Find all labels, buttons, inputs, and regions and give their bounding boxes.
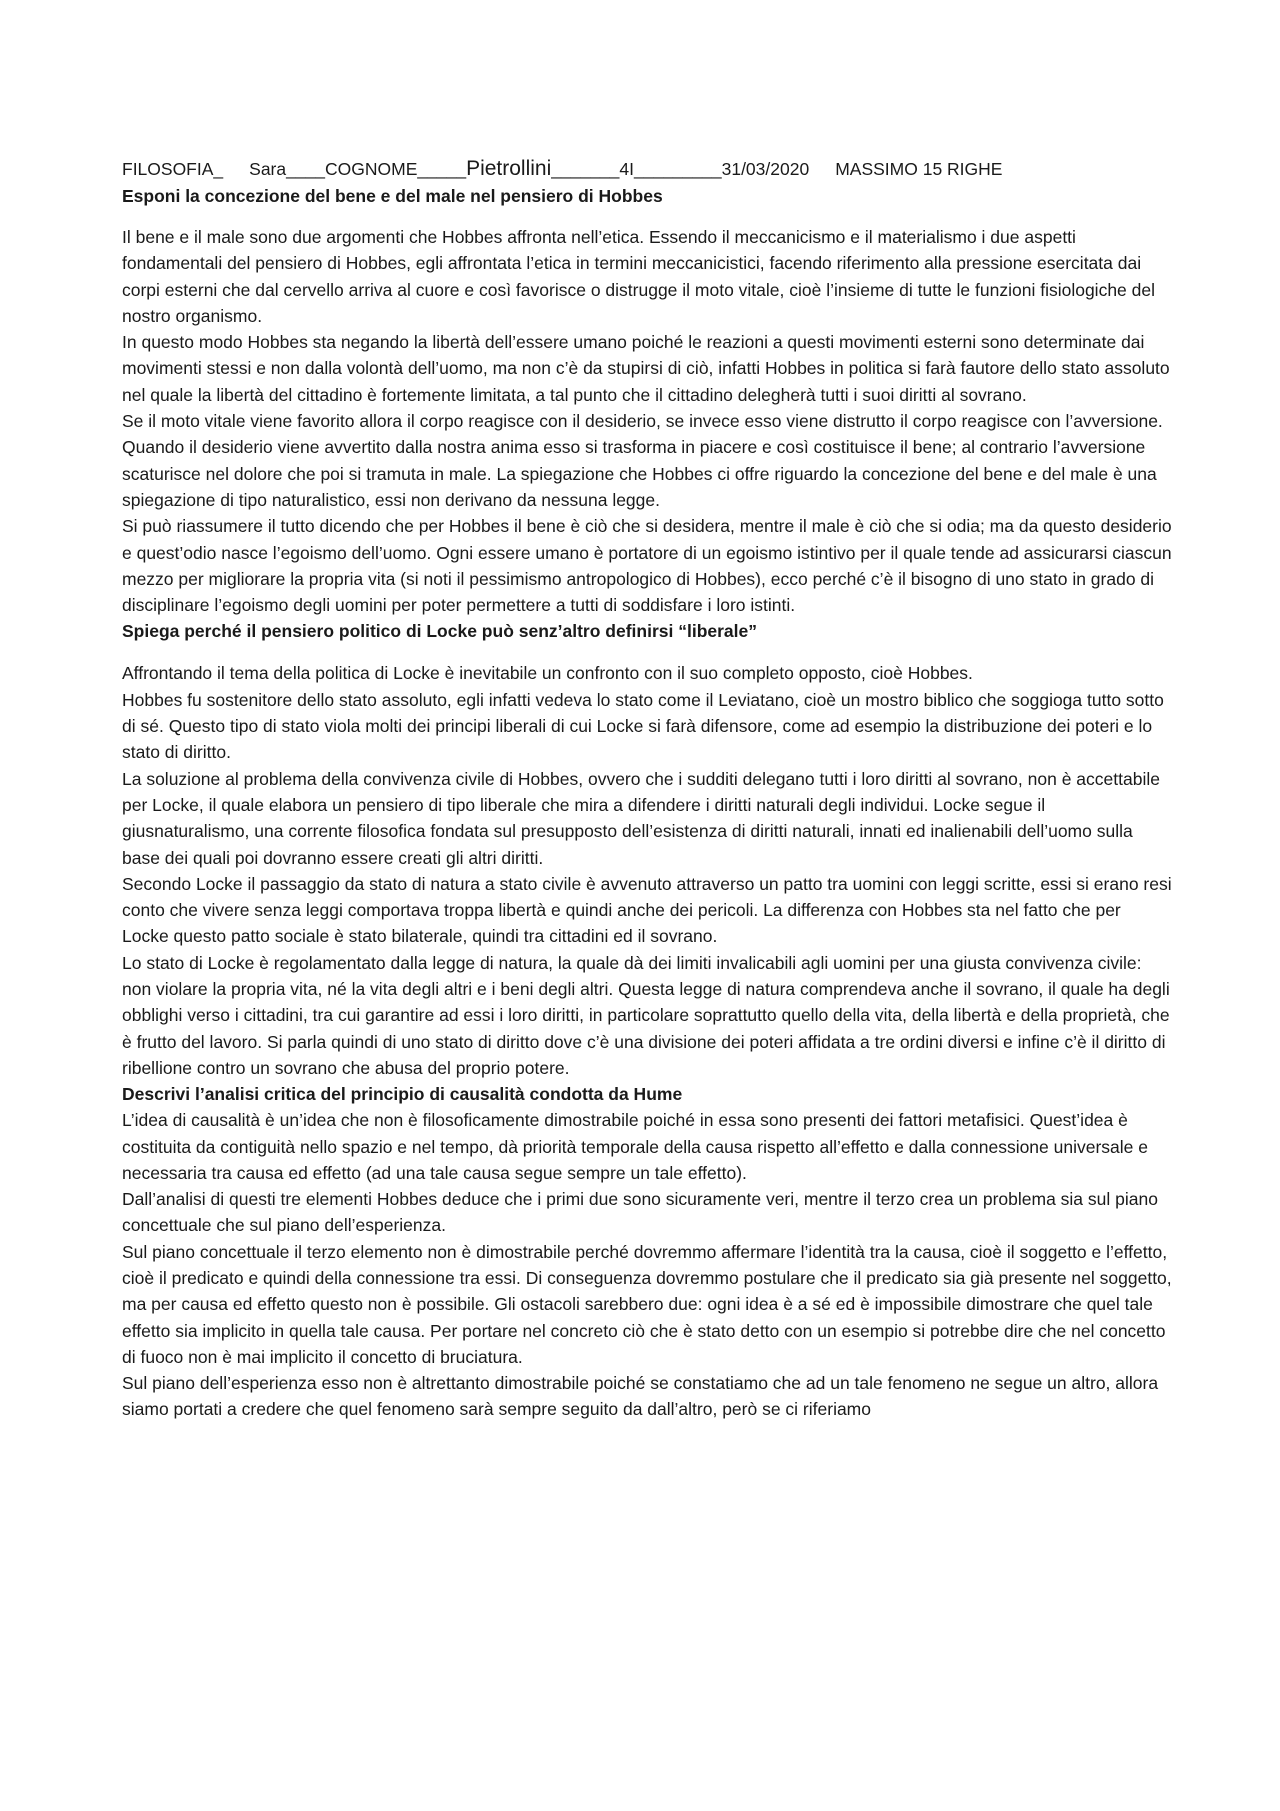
header-surname-label: COGNOME_____ — [325, 159, 467, 179]
answer-1-paragraph: Si può riassumere il tutto dicendo che per Hobbes il bene è ciò che si desidera, mentre il male è ciò che si odia; ma da questo desiderio e quest’odio nasce l’egoismo dell’uomo. Ogni essere umano è portatore di un egoismo istintivo per il quale tende ad assicurarsi ciascun mezzo per migliorare la propria vita (si noti il pessimismo antropologico di Hobbes), ecco perché c’è il bisogno di uno stato in grado di disciplinare l’egoismo degli uomini per poter permettere a tutti di soddisfare i loro istinti. — [122, 516, 1172, 616]
document-page — [122, 155, 1172, 1423]
answer-3-paragraph: L’idea di causalità è un’idea che non è filosoficamente dimostrabile poiché in essa sono presenti dei fattori metafisici. Quest’idea è costituita da contiguità nello spazio e nel tempo, dà priorità temporale della causa rispetto all’effetto e dalla connessione universale e necessaria tra causa ed effetto (ad una tale causa segue sempre un tale effetto). — [122, 1110, 1148, 1183]
answer-2-paragraph: Secondo Locke il passaggio da stato di natura a stato civile è avvenuto attraverso un patto tra uomini con leggi scritte, essi si erano resi conto che vivere senza leggi comportava troppa libertà e quindi anche dei pericoli. La differenza con Hobbes sta nel fatto che per Locke questo patto sociale è stato bilaterale, quindi tra cittadini ed il sovrano. — [122, 873, 1172, 947]
answer-1 — [122, 224, 1172, 618]
header-limit: MASSIMO 15 RIGHE — [835, 159, 1003, 179]
answer-1-paragraph: Se il moto vitale viene favorito allora il corpo reagisce con il desiderio, se invece esso viene distrutto il corpo reagisce con l’avversione. Quando il desiderio viene avvertito dalla nostra anima esso si trasforma in piacere e così costituisce il bene; al contrario l’avversione scaturisce nel dolore che poi si tramuta in male. La spiegazione che Hobbes ci offre riguardo la concezione del bene e del male è una spiegazione di tipo naturalistico, essi non derivano da nessuna legge. — [122, 411, 1163, 510]
header-class: _______4I_________ — [551, 159, 722, 179]
answer-3-paragraph: Sul piano concettuale il terzo elemento non è dimostrabile perché dovremmo affermare l’identità tra la causa, cioè il soggetto e l’effetto, cioè il predicato e quindi della connessione tra essi. Di conseguenza dovremmo postulare che il predicato sia già presente nel soggetto, ma per causa ed effetto questo non è possibile. Gli ostacoli sarebbero due: ogni idea è a sé ed è impossibile dimostrare che quel tale effetto sia implicito in quella tale causa. Per portare nel concreto ciò che è stato detto con un esempio si potrebbe dire che nel concetto di fuoco non è mai implicito il concetto di bruciatura. — [122, 1241, 1172, 1367]
answer-3-paragraph: Dall’analisi di questi tre elementi Hobbes deduce che i primi due sono sicuramente veri, mentre il terzo crea un problema sia sul piano concettuale che sul piano dell’esperienza. — [122, 1189, 1158, 1236]
answer-3-paragraph: Sul piano dell’esperienza esso non è altrettanto dimostrabile poiché se constatiamo che ad un tale fenomeno ne segue un altro, allora siamo portati a credere che quel fenomeno sarà sempre seguito da dall’altro, però se ci riferiamo — [122, 1373, 1159, 1420]
question-3: Descrivi l’analisi critica del principio di causalità condotta da Hume — [122, 1084, 683, 1105]
header-surname: Pietrollini — [466, 157, 552, 180]
answer-2-paragraph: Hobbes fu sostenitore dello stato assoluto, egli infatti vedeva lo stato come il Leviatano, cioè un mostro biblico che soggioga tutto sotto di sé. Questo tipo di stato viola molti dei principi liberali di cui Locke si farà difensore, come ad esempio la distribuzione dei poteri e lo stato di diritto. — [122, 689, 1164, 763]
header-name: Sara____ — [249, 159, 326, 179]
answer-3 — [122, 1107, 1172, 1423]
answer-2 — [122, 660, 1172, 1081]
answer-2-paragraph: Lo stato di Locke è regolamentato dalla legge di natura, la quale dà dei limiti invalicabili agli uomini per una giusta convivenza civile: non violare la propria vita, né la vita degli altri e i beni degli altri. Questa legge di natura comprendeva anche il sovrano, il quale ha degli obblighi verso i cittadini, tra cui garantire ad essi i loro diritti, in particolare soprattutto quello della vita, della libertà e della proprietà, che è frutto del lavoro. Si parla quindi di uno stato di diritto dove c’è una divisione dei poteri affidata a tre ordini diversi e infine c’è il diritto di ribellione contro un sovrano che abusa del proprio potere. — [122, 952, 1170, 1078]
answer-1-paragraph: Il bene e il male sono due argomenti che Hobbes affronta nell’etica. Essendo il meccanicismo e il materialismo i due aspetti fondamentali del pensiero di Hobbes, egli affrontata l’etica in termini meccanicistici, facendo riferimento alla pressione esercitata dai corpi esterni che dal cervello arriva al cuore e così favorisce o distrugge il moto vitale, cioè l’insieme di tutte le funzioni fisiologiche del nostro organismo. — [122, 227, 1156, 326]
answer-2-paragraph: Affrontando il tema della politica di Locke è inevitabile un confronto con il suo completo opposto, cioè Hobbes. — [122, 663, 973, 684]
header-line — [122, 155, 1172, 183]
question-2: Spiega perché il pensiero politico di Locke può senz’altro definirsi “liberale” — [122, 621, 758, 642]
question-1: Esponi la concezione del bene e del male nel pensiero di Hobbes — [122, 186, 663, 206]
answer-2-paragraph: La soluzione al problema della convivenza civile di Hobbes, ovvero che i sudditi delegano tutti i loro diritti al sovrano, non è accettabile per Locke, il quale elabora un pensiero di tipo liberale che mira a difendere i diritti naturali degli individui. Locke segue il giusnaturalismo, una corrente filosofica fondata sul presupposto dell’esistenza di diritti naturali, innati ed inalienabili dell’uomo sulla base dei quali poi dovranno essere creati gli altri diritti. — [122, 768, 1160, 868]
answer-1-paragraph: In questo modo Hobbes sta negando la libertà dell’essere umano poiché le reazioni a questi movimenti esterni sono determinate dai movimenti stessi e non dalla volontà dell’uomo, ma non c’è da stupirsi di ciò, infatti Hobbes in politica si farà fautore dello stato assoluto nel quale la libertà del cittadino è fortemente limitata, a tal punto che il cittadino delegherà tutti i suoi diritti al sovrano. — [122, 332, 1170, 405]
header-subject: FILOSOFIA_ — [122, 159, 224, 179]
header-date: 31/03/2020 — [721, 159, 810, 179]
